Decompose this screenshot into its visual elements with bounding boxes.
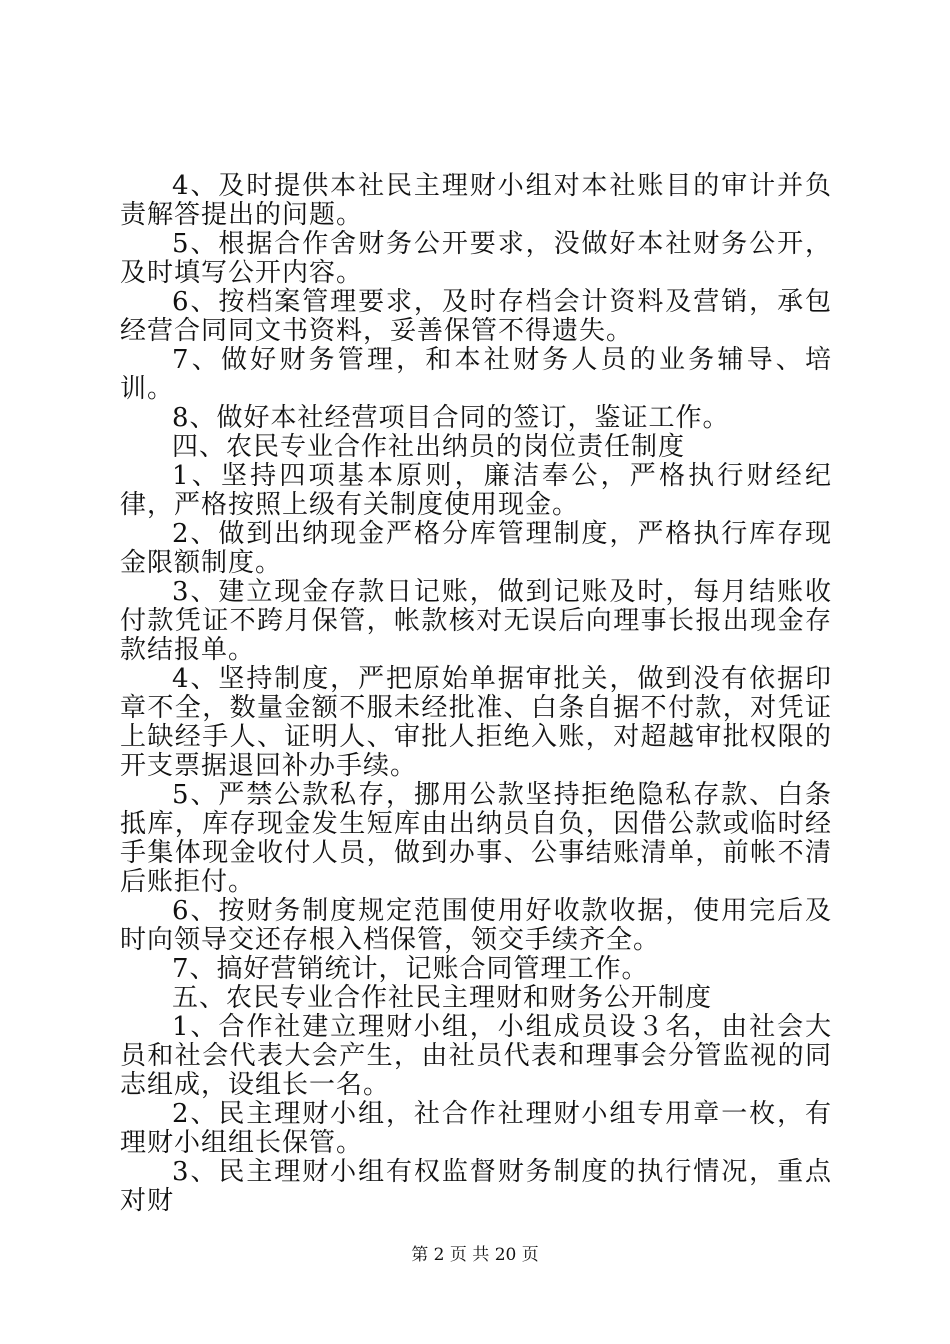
section-heading-5: 五、农民专业合作社民主理财和财务公开制度 [172, 983, 713, 1013]
paragraph-14: 2、民主理财小组，社合作社理财小组专用章一枚，有理财小组组长保管。 [120, 1099, 832, 1158]
paragraph-7: 2、做到出纳现金严格分库管理制度，严格执行库存现金限额制度。 [120, 519, 832, 578]
page-footer: 第 2 页 共 20 页 [411, 1245, 539, 1265]
paragraph-12: 7、搞好营销统计，记账合同管理工作。 [172, 954, 649, 984]
document-body [120, 172, 832, 1216]
paragraph-1: 4、及时提供本社民主理财小组对本社账目的审计并负责解答提出的问题。 [120, 171, 832, 230]
paragraph-10: 5、严禁公款私存，挪用公款坚持拒绝隐私存款、白条抵库，库存现金发生短库由出纳员自负，因借公款或临时经手集体现金收付人员，做到办事、公事结账清单，前帐不清后账拒付。 [120, 780, 832, 897]
paragraph-4: 7、做好财务管理，和本社财务人员的业务辅导、培训。 [120, 345, 832, 404]
paragraph-11: 6、按财务制度规定范围使用好收款收据，使用完后及时向领导交还存根入档保管，领交手续齐全。 [120, 896, 832, 955]
paragraph-13: 1、合作社建立理财小组，小组成员设３名，由社会大员和社会代表大会产生，由社员代表和理事会分管监视的同志组成，设组长一名。 [120, 1012, 832, 1100]
paragraph-3: 6、按档案管理要求，及时存档会计资料及营销，承包经营合同同文书资料，妥善保管不得遗失。 [120, 287, 832, 346]
paragraph-8: 3、建立现金存款日记账，做到记账及时，每月结账收付款凭证不跨月保管，帐款核对无误后向理事长报出现金存款结报单。 [120, 577, 832, 665]
section-heading-4: 四、农民专业合作社出纳员的岗位责任制度 [172, 432, 686, 462]
paragraph-2: 5、根据合作舍财务公开要求，没做好本社财务公开，及时填写公开内容。 [120, 229, 832, 288]
paragraph-15: 3、民主理财小组有权监督财务制度的执行情况，重点对财 [120, 1157, 832, 1216]
paragraph-6: 1、坚持四项基本原则，廉洁奉公，严格执行财经纪律，严格按照上级有关制度使用现金。 [120, 461, 832, 520]
paragraph-9: 4、坚持制度，严把原始单据审批关，做到没有依据印章不全，数量金额不服未经批准、白条自据不付款，对凭证上缺经手人、证明人、审批人拒绝入账，对超越审批权限的开支票据退回补办手续。 [120, 664, 832, 781]
paragraph-5: 8、做好本社经营项目合同的签订，鉴证工作。 [172, 403, 730, 433]
